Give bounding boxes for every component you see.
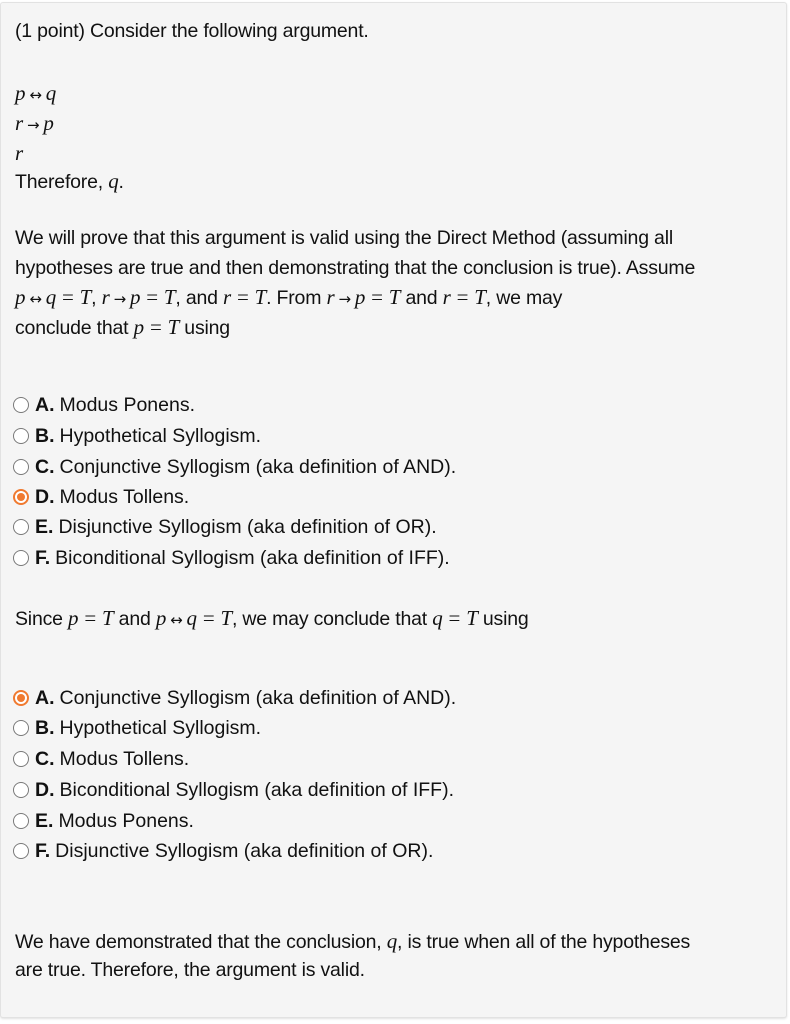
closing-line2: are true. Therefore, the argument is valid. [15,959,365,981]
radio-button[interactable] [13,843,29,859]
paragraph1-line1: We will prove that this argument is valid using the Direct Method (assuming all [15,227,673,249]
radio-button[interactable] [13,751,29,767]
paragraph1-line2: hypotheses are true and then demonstrating that the conclusion is true). Assume [15,257,696,279]
q1-option-f[interactable]: F. Biconditional Syllogism (aka definition of IFF). [13,545,450,571]
radio-button[interactable] [13,813,29,829]
radio-button[interactable] [13,519,29,535]
problem-intro: (1 point) Consider the following argument. [15,20,369,42]
paragraph1-line3: p ↔ q = T, r → p = T, and r = T. From r → p = T and r = T, we may [15,285,563,309]
problem-card [0,2,787,1018]
radio-button-selected[interactable] [13,690,29,706]
q2-option-e[interactable]: E. Modus Ponens. [13,808,194,834]
premise-2: r → p [15,111,54,135]
conclusion-line: Therefore, q. [15,169,124,193]
q1-option-c[interactable]: C. Conjunctive Syllogism (aka definition of AND). [13,454,456,480]
q2-option-b[interactable]: B. Hypothetical Syllogism. [13,715,261,741]
q1-option-d[interactable]: D. Modus Tollens. [13,484,189,510]
q2-option-f[interactable]: F. Disjunctive Syllogism (aka definition of OR). [13,838,433,864]
paragraph2: Since p = T and p ↔ q = T, we may conclude that q = T using [15,606,529,630]
radio-button[interactable] [13,720,29,736]
radio-button[interactable] [13,550,29,566]
radio-button[interactable] [13,459,29,475]
q2-option-d[interactable]: D. Biconditional Syllogism (aka definition of IFF). [13,777,454,803]
q1-option-b[interactable]: B. Hypothetical Syllogism. [13,423,261,449]
biconditional-symbol: ↔ [29,86,42,104]
closing-line1: We have demonstrated that the conclusion, q, is true when all of the hypotheses [15,929,691,953]
premise-3: r [15,141,23,165]
paragraph1-line4: conclude that p = T using [15,315,230,339]
q2-option-a[interactable]: A. Conjunctive Syllogism (aka definition of AND). [13,685,456,711]
radio-button[interactable] [13,397,29,413]
radio-button[interactable] [13,782,29,798]
premise-1: p ↔ q [15,81,56,105]
q2-option-c[interactable]: C. Modus Tollens. [13,746,189,772]
q1-option-e[interactable]: E. Disjunctive Syllogism (aka definition of OR). [13,514,437,540]
implication-symbol: → [26,116,40,134]
radio-button-selected[interactable] [13,489,29,505]
q1-option-a[interactable]: A. Modus Ponens. [13,392,195,418]
radio-button[interactable] [13,428,29,444]
